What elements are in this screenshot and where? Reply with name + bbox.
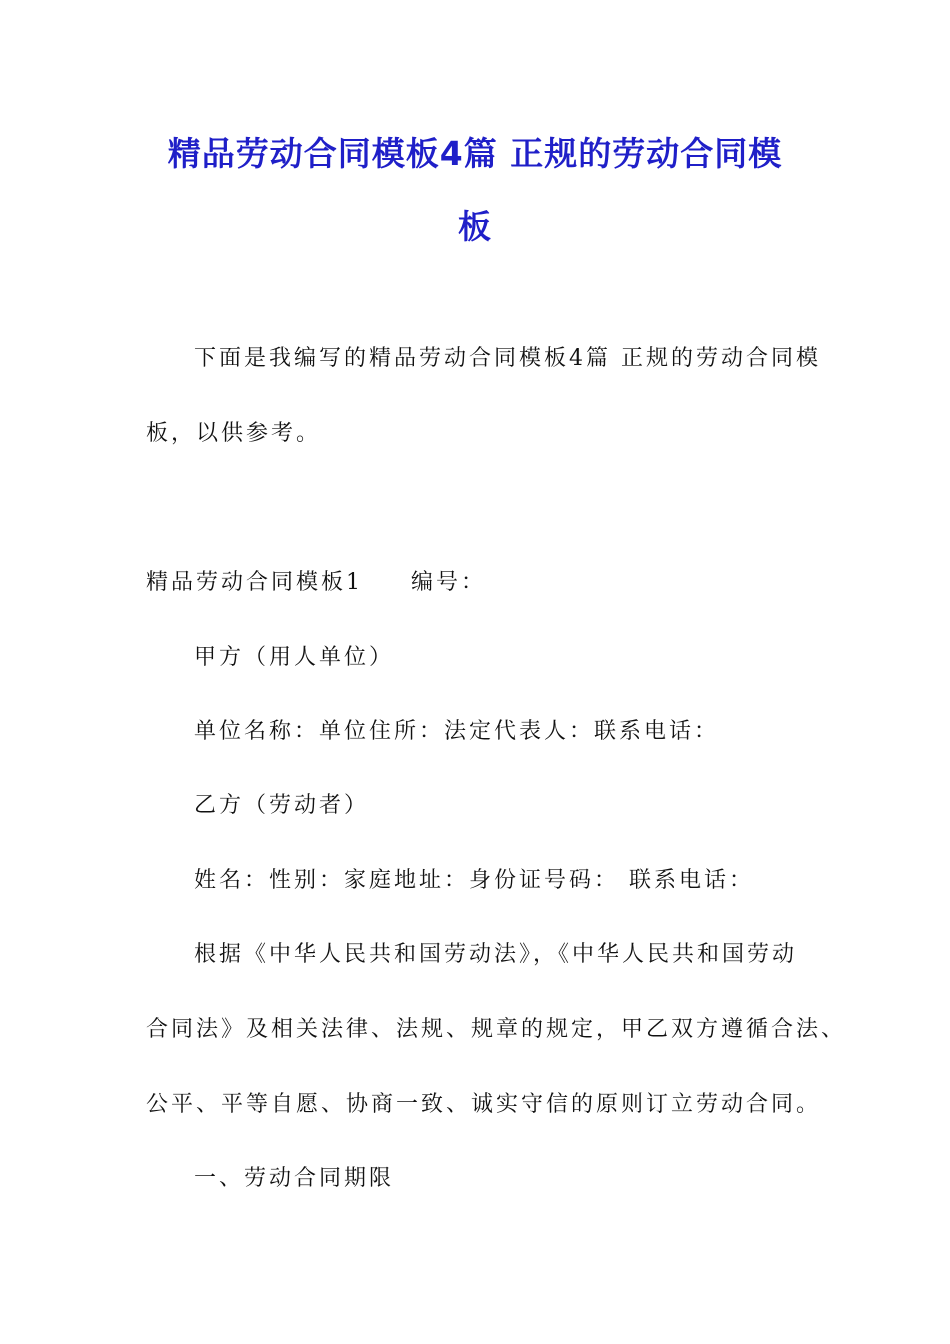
basis-paragraph-line-3: 公平、平等自愿、协商一致、诚实守信的原则订立劳动合同。 (146, 1092, 822, 1117)
section-heading: 精品劳动合同模板1 (146, 570, 363, 595)
document-title-line-2: 板 (458, 207, 492, 246)
intro-paragraph-line-2: 板，以供参考。 (146, 421, 322, 446)
section-number-label: 编号： (411, 570, 487, 595)
section-heading-row (146, 568, 486, 598)
basis-paragraph-line-1: 根据《中华人民共和国劳动法》，《中华人民共和国劳动 (194, 942, 798, 967)
intro-paragraph-line-1: 下面是我编写的精品劳动合同模板4篇 正规的劳动合同模 (194, 346, 821, 371)
document-title-line-1: 精品劳动合同模板4篇 正规的劳动合同模 (167, 134, 783, 173)
party-b-fields: 姓名：性别：家庭地址：身份证号码： 联系电话： (194, 868, 754, 893)
basis-paragraph-line-2: 合同法》及相关法律、法规、规章的规定，甲乙双方遵循合法、 (146, 1017, 847, 1042)
party-a-fields: 单位名称：单位住所：法定代表人：联系电话： (194, 719, 720, 744)
party-b-heading: 乙方（劳动者） (194, 793, 370, 818)
party-a-heading: 甲方（用人单位） (194, 645, 395, 670)
clause-1-heading: 一、劳动合同期限 (194, 1166, 395, 1191)
